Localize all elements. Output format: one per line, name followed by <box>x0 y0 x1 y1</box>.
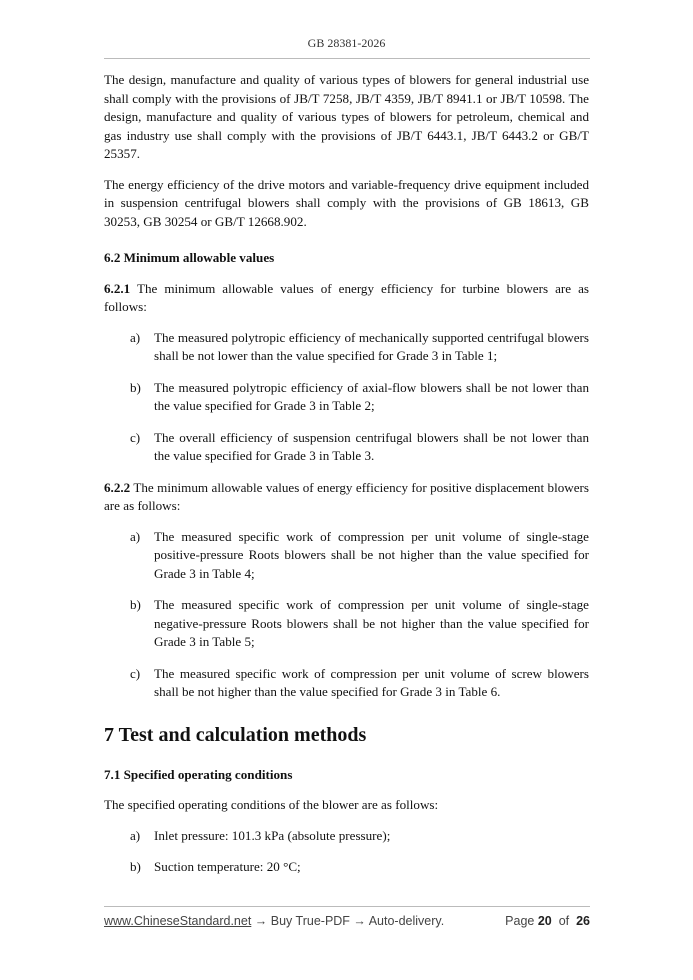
list-item <box>104 528 589 584</box>
list-item <box>104 596 589 652</box>
list-item-label: a) <box>130 329 141 345</box>
list-item-label: c) <box>130 665 141 681</box>
list-item <box>104 858 589 877</box>
page-indicator <box>505 914 590 928</box>
clause-6-2-2-text: The minimum allowable values of energy efficiency for positive displacement blowers are as follows: <box>104 479 589 513</box>
list-item-label: b) <box>130 379 141 395</box>
footer-promo-text: → Buy True-PDF → Auto-delivery. <box>251 914 445 928</box>
heading-6-2: 6.2 Minimum allowable values <box>104 250 275 265</box>
paragraph-drive-efficiency: The energy efficiency of the drive motors and variable-frequency drive equipment included in suspension centrifugal blowers shall comply with the provisions of GB 18613, GB 30253, GB 30254 or GB/T 12668.902. <box>104 176 589 229</box>
list-item <box>104 379 589 416</box>
list-item <box>104 429 589 466</box>
header-divider <box>104 58 590 59</box>
page-content <box>104 71 589 890</box>
list-item <box>104 665 589 702</box>
total-pages-number: 26 <box>576 914 590 928</box>
list-7-1 <box>104 827 589 877</box>
clause-6-2-1-number: 6.2.1 <box>104 280 131 296</box>
list-item-text: The overall efficiency of suspension centrifugal blowers shall be not lower than the value specified for Grade 3 in Table 3. <box>154 429 589 463</box>
footer-promo <box>104 914 444 928</box>
of-label: of <box>558 914 570 928</box>
list-item-text: Inlet pressure: 101.3 kPa (absolute pressure); <box>154 827 391 843</box>
list-item-text: The measured specific work of compression per unit volume of single-stage negative-pressure Roots blowers shall be not higher than the value specified for Grade 3 in Table 5; <box>154 597 589 649</box>
clause-6-2-1 <box>104 280 589 317</box>
document-header: GB 28381-2026 <box>307 36 386 50</box>
list-6-2-1 <box>104 329 589 466</box>
paragraph-design-quality: The design, manufacture and quality of various types of blowers for general industrial use shall comply with the provisions of JB/T 7258, JB/T 4359, JB/T 8941.1 or JB/T 10598. The design, manufacture and quality of various types of blowers for petroleum, chemical and gas industry use shall comply with the provisions of JB/T 6443.1, JB/T 6443.2 or GB/T 25357. <box>104 72 589 161</box>
clause-6-2-2-number: 6.2.2 <box>104 479 131 495</box>
list-6-2-2 <box>104 528 589 702</box>
list-item-label: c) <box>130 429 141 445</box>
clause-6-2-1-text: The minimum allowable values of energy efficiency for turbine blowers are as follows: <box>104 280 589 314</box>
list-item-label: b) <box>130 597 141 612</box>
list-item <box>104 827 589 846</box>
heading-section-7: 7 Test and calculation methods <box>104 723 367 746</box>
heading-7-1: 7.1 Specified operating conditions <box>104 766 293 782</box>
list-item-text: Suction temperature: 20 °C; <box>154 859 301 874</box>
list-item-text: The measured polytropic efficiency of axial-flow blowers shall be not lower than the value specified for Grade 3 in Table 2; <box>154 379 589 413</box>
list-item <box>104 329 589 366</box>
list-item-label: b) <box>130 859 141 874</box>
list-item-label: a) <box>130 528 141 544</box>
list-item-label: a) <box>130 827 141 843</box>
paragraph-7-1-intro: The specified operating conditions of the blower are as follows: <box>104 797 439 812</box>
list-item-text: The measured specific work of compression per unit volume of single-stage positive-pressure Roots blowers shall be not higher than the value specified for Grade 3 in Table 4; <box>154 528 589 581</box>
page-label: Page <box>505 914 535 928</box>
site-link[interactable]: www.ChineseStandard.net <box>104 914 252 928</box>
current-page-number: 20 <box>537 914 552 928</box>
list-item-text: The measured polytropic efficiency of mechanically supported centrifugal blowers shall be not lower than the value specified for Grade 3 in Table 1; <box>154 329 589 363</box>
footer-divider <box>104 906 590 907</box>
clause-6-2-2 <box>104 479 589 516</box>
list-item-text: The measured specific work of compression per unit volume of screw blowers shall be not higher than the value specified for Grade 3 in Table 6. <box>154 665 589 699</box>
